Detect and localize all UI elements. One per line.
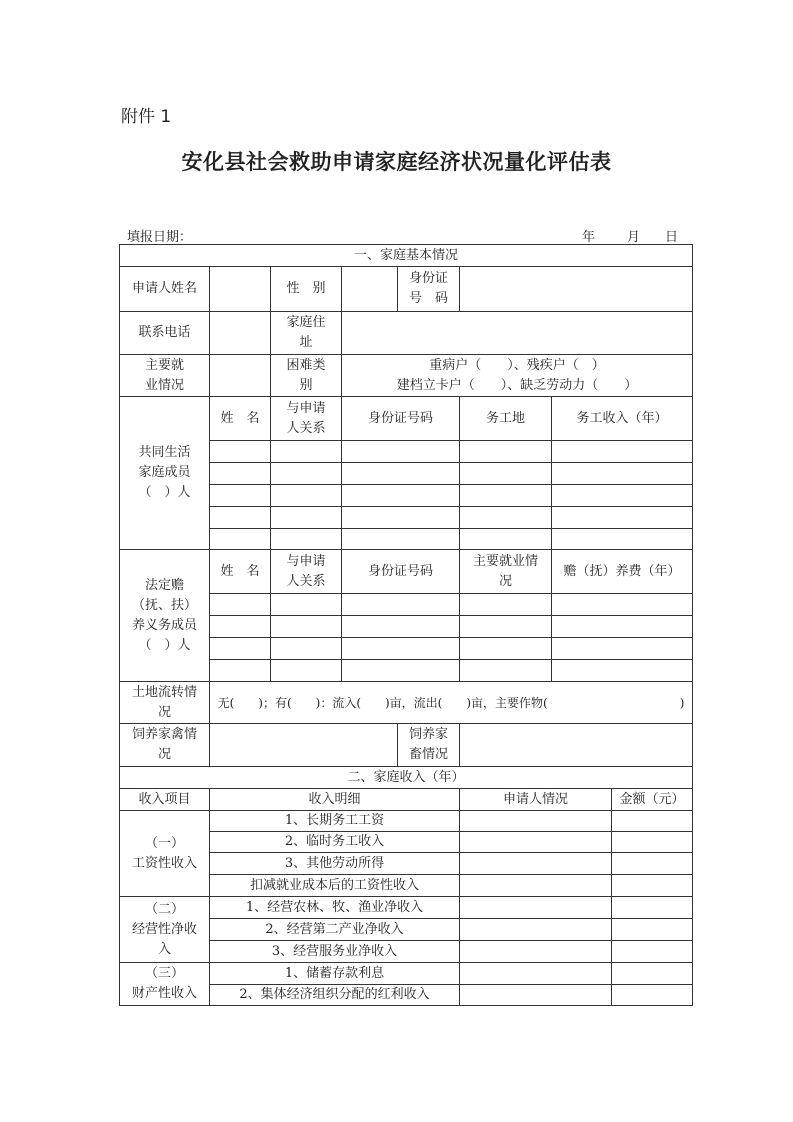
- hardship-options-line2: 建档立卡户（ ）、缺乏劳动力（ ）: [396, 377, 638, 393]
- income-group-business: （二） 经营性净收 入: [120, 897, 210, 963]
- cell[interactable]: [271, 441, 342, 463]
- income-item: 1、储蓄存款利息: [210, 963, 460, 985]
- income-item: 2、临时务工收入: [210, 832, 460, 853]
- amount-cell[interactable]: [612, 853, 693, 875]
- applicant-name-field[interactable]: [210, 267, 271, 312]
- applicant-cell[interactable]: [460, 963, 612, 985]
- cell[interactable]: [552, 594, 693, 616]
- amount-cell[interactable]: [612, 919, 693, 941]
- amount-cell[interactable]: [612, 941, 693, 963]
- cell[interactable]: [552, 463, 693, 485]
- cell[interactable]: [271, 616, 342, 638]
- phone-label: 联系电话: [120, 312, 210, 355]
- poultry-label: 饲养家禽情 况: [120, 724, 210, 767]
- land-transfer-field[interactable]: 无( )；有( )：流入( )亩，流出( )亩，主要作物( ): [210, 682, 693, 724]
- cell[interactable]: [460, 507, 552, 529]
- cell[interactable]: [342, 507, 460, 529]
- cell[interactable]: [552, 441, 693, 463]
- cell[interactable]: [552, 638, 693, 660]
- income-header-detail: 收入明细: [210, 789, 460, 811]
- year-label: 年: [582, 230, 596, 245]
- income-item: 2、集体经济组织分配的红利收入: [210, 985, 460, 1006]
- support-header-fee: 赡（抚）养费（年）: [552, 550, 693, 594]
- employment-field[interactable]: [210, 355, 271, 397]
- employment-label: 主要就 业情况: [120, 355, 210, 397]
- cell[interactable]: [271, 463, 342, 485]
- applicant-cell[interactable]: [460, 875, 612, 897]
- day-label: 日: [665, 230, 679, 245]
- cell[interactable]: [460, 441, 552, 463]
- applicant-cell[interactable]: [460, 941, 612, 963]
- fill-date-label: 填报日期：: [127, 230, 193, 245]
- income-header-applicant: 申请人情况: [460, 789, 612, 811]
- income-header-item: 收入项目: [120, 789, 210, 811]
- livestock-field[interactable]: [460, 724, 693, 767]
- address-label: 家庭住 址: [271, 312, 342, 355]
- cell[interactable]: [210, 463, 271, 485]
- support-header-relation: 与申请 人关系: [271, 550, 342, 594]
- cell[interactable]: [342, 441, 460, 463]
- income-header-amount: 金额（元）: [612, 789, 693, 811]
- cell[interactable]: [552, 529, 693, 550]
- applicant-cell[interactable]: [460, 897, 612, 919]
- poultry-field[interactable]: [210, 724, 398, 767]
- income-group-wage: （一） 工资性收入: [120, 811, 210, 897]
- attachment-label: 附件 1: [121, 107, 172, 127]
- cell[interactable]: [552, 660, 693, 682]
- gender-field[interactable]: [342, 267, 398, 312]
- cell[interactable]: [342, 485, 460, 507]
- applicant-cell[interactable]: [460, 811, 612, 832]
- cell[interactable]: [271, 485, 342, 507]
- support-header-name: 姓 名: [210, 550, 271, 594]
- cell[interactable]: [460, 638, 552, 660]
- cell[interactable]: [210, 485, 271, 507]
- household-header-workplace: 务工地: [460, 397, 552, 441]
- address-field[interactable]: [342, 312, 693, 355]
- cell[interactable]: [271, 638, 342, 660]
- cell[interactable]: [552, 485, 693, 507]
- amount-cell[interactable]: [612, 832, 693, 853]
- cell[interactable]: [210, 660, 271, 682]
- cell[interactable]: [460, 485, 552, 507]
- cell[interactable]: [210, 638, 271, 660]
- month-label: 月: [627, 230, 641, 245]
- livestock-label: 饲养家 畜情况: [398, 724, 460, 767]
- cell[interactable]: [460, 594, 552, 616]
- cell[interactable]: [460, 463, 552, 485]
- support-header-employment: 主要就业情 况: [460, 550, 552, 594]
- income-item: 扣减就业成本后的工资性收入: [210, 875, 460, 897]
- hardship-options-line1: 重病户（ ）、残疾户（ ）: [429, 357, 605, 373]
- cell[interactable]: [210, 441, 271, 463]
- household-header-id: 身份证号码: [342, 397, 460, 441]
- income-item: 1、经营农林、牧、渔业净收入: [210, 897, 460, 919]
- household-header-name: 姓 名: [210, 397, 271, 441]
- income-group-property: （三） 财产性收入: [120, 963, 210, 1006]
- cell[interactable]: [342, 529, 460, 550]
- cell[interactable]: [271, 660, 342, 682]
- cell[interactable]: [271, 507, 342, 529]
- section2-title: 二、家庭收入（年）: [120, 767, 693, 789]
- hardship-options[interactable]: [342, 355, 693, 397]
- amount-cell[interactable]: [612, 811, 693, 832]
- applicant-cell[interactable]: [460, 853, 612, 875]
- cell[interactable]: [342, 660, 460, 682]
- household-header-income: 务工收入（年）: [552, 397, 693, 441]
- support-members-label: 法定赡 （抚、扶） 养义务成员 （ ）人: [120, 550, 210, 682]
- id-number-label: 身份证 号 码: [398, 267, 460, 312]
- phone-field[interactable]: [210, 312, 271, 355]
- income-item: 2、经营第二产业净收入: [210, 919, 460, 941]
- cell[interactable]: [552, 616, 693, 638]
- applicant-cell[interactable]: [460, 985, 612, 1006]
- amount-cell[interactable]: [612, 875, 693, 897]
- land-transfer-label: 土地流转情 况: [120, 682, 210, 724]
- cell[interactable]: [210, 529, 271, 550]
- cell[interactable]: [342, 616, 460, 638]
- gender-label: 性 别: [271, 267, 342, 312]
- cell[interactable]: [210, 616, 271, 638]
- cell[interactable]: [210, 594, 271, 616]
- cell[interactable]: [460, 529, 552, 550]
- support-header-id: 身份证号码: [342, 550, 460, 594]
- cell[interactable]: [460, 660, 552, 682]
- amount-cell[interactable]: [612, 985, 693, 1006]
- hardship-type-label: 困难类 别: [271, 355, 342, 397]
- assessment-table: [119, 244, 693, 1006]
- income-item: 3、经营服务业净收入: [210, 941, 460, 963]
- cell[interactable]: [342, 463, 460, 485]
- cell[interactable]: [342, 638, 460, 660]
- id-number-field[interactable]: [460, 267, 693, 312]
- cell[interactable]: [460, 616, 552, 638]
- amount-cell[interactable]: [612, 897, 693, 919]
- income-item: 1、长期务工工资: [210, 811, 460, 832]
- applicant-cell[interactable]: [460, 919, 612, 941]
- cell[interactable]: [552, 507, 693, 529]
- income-item: 3、其他劳动所得: [210, 853, 460, 875]
- amount-cell[interactable]: [612, 963, 693, 985]
- applicant-name-label: 申请人姓名: [120, 267, 210, 312]
- section1-title: 一、家庭基本情况: [120, 245, 693, 267]
- cell[interactable]: [342, 594, 460, 616]
- form-title: 安化县社会救助申请家庭经济状况量化评估表: [181, 149, 612, 174]
- applicant-cell[interactable]: [460, 832, 612, 853]
- cell[interactable]: [271, 594, 342, 616]
- cell[interactable]: [210, 507, 271, 529]
- household-header-relation: 与申请 人关系: [271, 397, 342, 441]
- cell[interactable]: [271, 529, 342, 550]
- household-members-label: 共同生活 家庭成员 （ ）人: [120, 397, 210, 550]
